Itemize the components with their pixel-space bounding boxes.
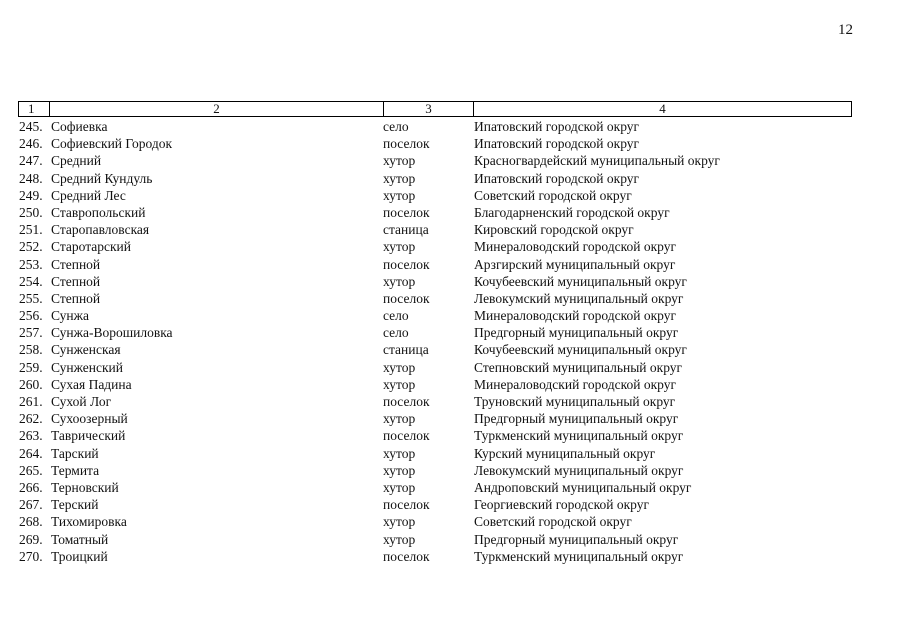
table-row [18, 410, 852, 427]
table-row [18, 221, 852, 238]
settlement-type: поселок [383, 290, 430, 306]
district-name: Предгорный муниципальный округ [474, 531, 679, 547]
settlement-type: поселок [383, 428, 430, 444]
settlement-name: Софиевка [51, 119, 108, 134]
settlement-type: поселок [383, 136, 430, 152]
settlement-type: село [383, 308, 409, 324]
row-number: 262. [19, 411, 43, 427]
district-name: Советский городской округ [474, 514, 632, 530]
row-number: 263. [19, 428, 43, 444]
district-name: Кировский городской округ [474, 222, 634, 238]
district-name: Левокумский муниципальный округ [474, 290, 684, 306]
row-number: 253. [19, 256, 43, 272]
header-cell-3: 3 [384, 102, 474, 116]
row-number: 264. [19, 445, 43, 461]
district-name: Ипатовский городской округ [474, 119, 640, 134]
table-row [18, 256, 852, 273]
table-row [18, 513, 852, 530]
table-row [18, 238, 852, 255]
table-header [18, 101, 852, 117]
district-name: Благодарненский городской округ [474, 204, 670, 220]
table-row [18, 187, 852, 204]
settlement-name: Тарский [51, 445, 99, 461]
row-number: 249. [19, 187, 43, 203]
district-name: Минераловодский городской округ [474, 239, 676, 255]
settlement-name: Ставропольский [51, 204, 146, 220]
settlement-name: Таврический [51, 428, 126, 444]
settlement-name: Троицкий [51, 548, 108, 564]
table-body [18, 118, 852, 565]
row-number: 251. [19, 222, 43, 238]
settlement-name: Степной [51, 256, 101, 272]
settlement-type: станица [383, 222, 429, 238]
district-name: Красногвардейский муниципальный округ [474, 153, 720, 169]
row-number: 252. [19, 239, 43, 255]
table-row [18, 445, 852, 462]
district-name: Туркменский муниципальный округ [474, 548, 684, 564]
district-name: Степновский муниципальный округ [474, 359, 683, 375]
row-number: 265. [19, 462, 43, 478]
table-row [18, 479, 852, 496]
settlement-type: поселок [383, 497, 430, 513]
district-name: Туркменский муниципальный округ [474, 428, 684, 444]
district-name: Левокумский муниципальный округ [474, 462, 684, 478]
settlement-type: хутор [383, 170, 416, 186]
district-name: Арзгирский муниципальный округ [474, 256, 676, 272]
row-number: 261. [19, 394, 43, 409]
settlement-type: хутор [383, 187, 416, 203]
settlement-name: Степной [51, 290, 101, 306]
table-row [18, 427, 852, 444]
district-name: Советский городской округ [474, 187, 632, 203]
row-number: 266. [19, 479, 43, 495]
settlement-type: хутор [383, 445, 416, 461]
district-name: Андроповский муниципальный округ [474, 479, 692, 495]
row-number: 246. [19, 136, 43, 152]
settlement-name: Старотарский [51, 239, 132, 255]
table-row [18, 341, 852, 358]
table-row [18, 393, 852, 410]
table-row [18, 204, 852, 221]
table-row [18, 462, 852, 479]
district-name: Минераловодский городской округ [474, 308, 676, 324]
settlement-name: Сухой Лог [51, 394, 112, 409]
row-number: 257. [19, 325, 43, 341]
settlement-name: Тихомировка [51, 514, 127, 530]
settlement-name: Средний [51, 153, 102, 169]
settlement-type: село [383, 325, 409, 341]
settlement-name: Сунженский [51, 359, 124, 375]
settlement-type: хутор [383, 411, 416, 427]
settlement-name: Средний Кундуль [51, 170, 153, 186]
row-number: 248. [19, 170, 43, 186]
table-row [18, 376, 852, 393]
settlement-type: хутор [383, 359, 416, 375]
settlement-type: хутор [383, 153, 416, 169]
district-name: Ипатовский городской округ [474, 136, 640, 152]
table-row [18, 273, 852, 290]
row-number: 258. [19, 342, 43, 358]
settlement-name: Средний Лес [51, 187, 126, 203]
row-number: 254. [19, 273, 43, 289]
row-number: 260. [19, 376, 43, 392]
district-name: Кочубеевский муниципальный округ [474, 342, 687, 358]
table-row [18, 135, 852, 152]
table-row [18, 170, 852, 187]
settlement-name: Терновский [51, 479, 119, 495]
settlement-name: Томатный [51, 531, 109, 547]
settlement-name: Софиевский Городок [51, 136, 173, 152]
row-number: 255. [19, 290, 43, 306]
district-name: Кочубеевский муниципальный округ [474, 273, 687, 289]
district-name: Предгорный муниципальный округ [474, 411, 679, 427]
row-number: 259. [19, 359, 43, 375]
settlement-type: хутор [383, 462, 416, 478]
row-number: 270. [19, 548, 43, 564]
table-row [18, 324, 852, 341]
settlement-name: Сунженская [51, 342, 121, 358]
district-name: Предгорный муниципальный округ [474, 325, 679, 341]
row-number: 256. [19, 308, 43, 324]
table-row [18, 496, 852, 513]
settlement-type: поселок [383, 256, 430, 272]
settlement-type: хутор [383, 239, 416, 255]
district-name: Курский муниципальный округ [474, 445, 656, 461]
settlement-type: хутор [383, 376, 416, 392]
row-number: 247. [19, 153, 43, 169]
settlement-name: Сунжа-Ворошиловка [51, 325, 173, 341]
settlement-name: Термита [51, 462, 100, 478]
header-cell-2: 2 [50, 102, 384, 116]
settlement-name: Сухая Падина [51, 376, 132, 392]
district-name: Труновский муниципальный округ [474, 394, 676, 409]
settlement-name: Степной [51, 273, 101, 289]
header-cell-4: 4 [659, 101, 666, 116]
table-row [18, 359, 852, 376]
table-row [18, 152, 852, 169]
settlement-type: хутор [383, 273, 416, 289]
settlement-type: поселок [383, 548, 430, 564]
settlement-type: поселок [383, 204, 430, 220]
row-number: 268. [19, 514, 43, 530]
settlement-type: хутор [383, 514, 416, 530]
table-row [18, 307, 852, 324]
table-row [18, 531, 852, 548]
row-number: 269. [19, 531, 43, 547]
row-number: 267. [19, 497, 43, 513]
settlement-type: поселок [383, 394, 430, 409]
settlement-type: хутор [383, 531, 416, 547]
row-number: 245. [19, 119, 43, 134]
settlement-type: хутор [383, 479, 416, 495]
table-row [18, 548, 852, 565]
table-row [18, 118, 852, 135]
district-name: Ипатовский городской округ [474, 170, 640, 186]
table-row [18, 290, 852, 307]
row-number: 250. [19, 204, 43, 220]
settlement-name: Старопавловская [51, 222, 150, 238]
settlement-name: Терский [51, 497, 99, 513]
page-number: 12 [838, 22, 853, 38]
settlement-name: Сухоозерный [51, 411, 128, 427]
header-cell-1: 1 [19, 102, 50, 116]
settlement-type: село [383, 119, 409, 134]
district-name: Минераловодский городской округ [474, 376, 676, 392]
settlement-name: Сунжа [51, 308, 89, 324]
district-name: Георгиевский городской округ [474, 497, 650, 513]
settlement-type: станица [383, 342, 429, 358]
